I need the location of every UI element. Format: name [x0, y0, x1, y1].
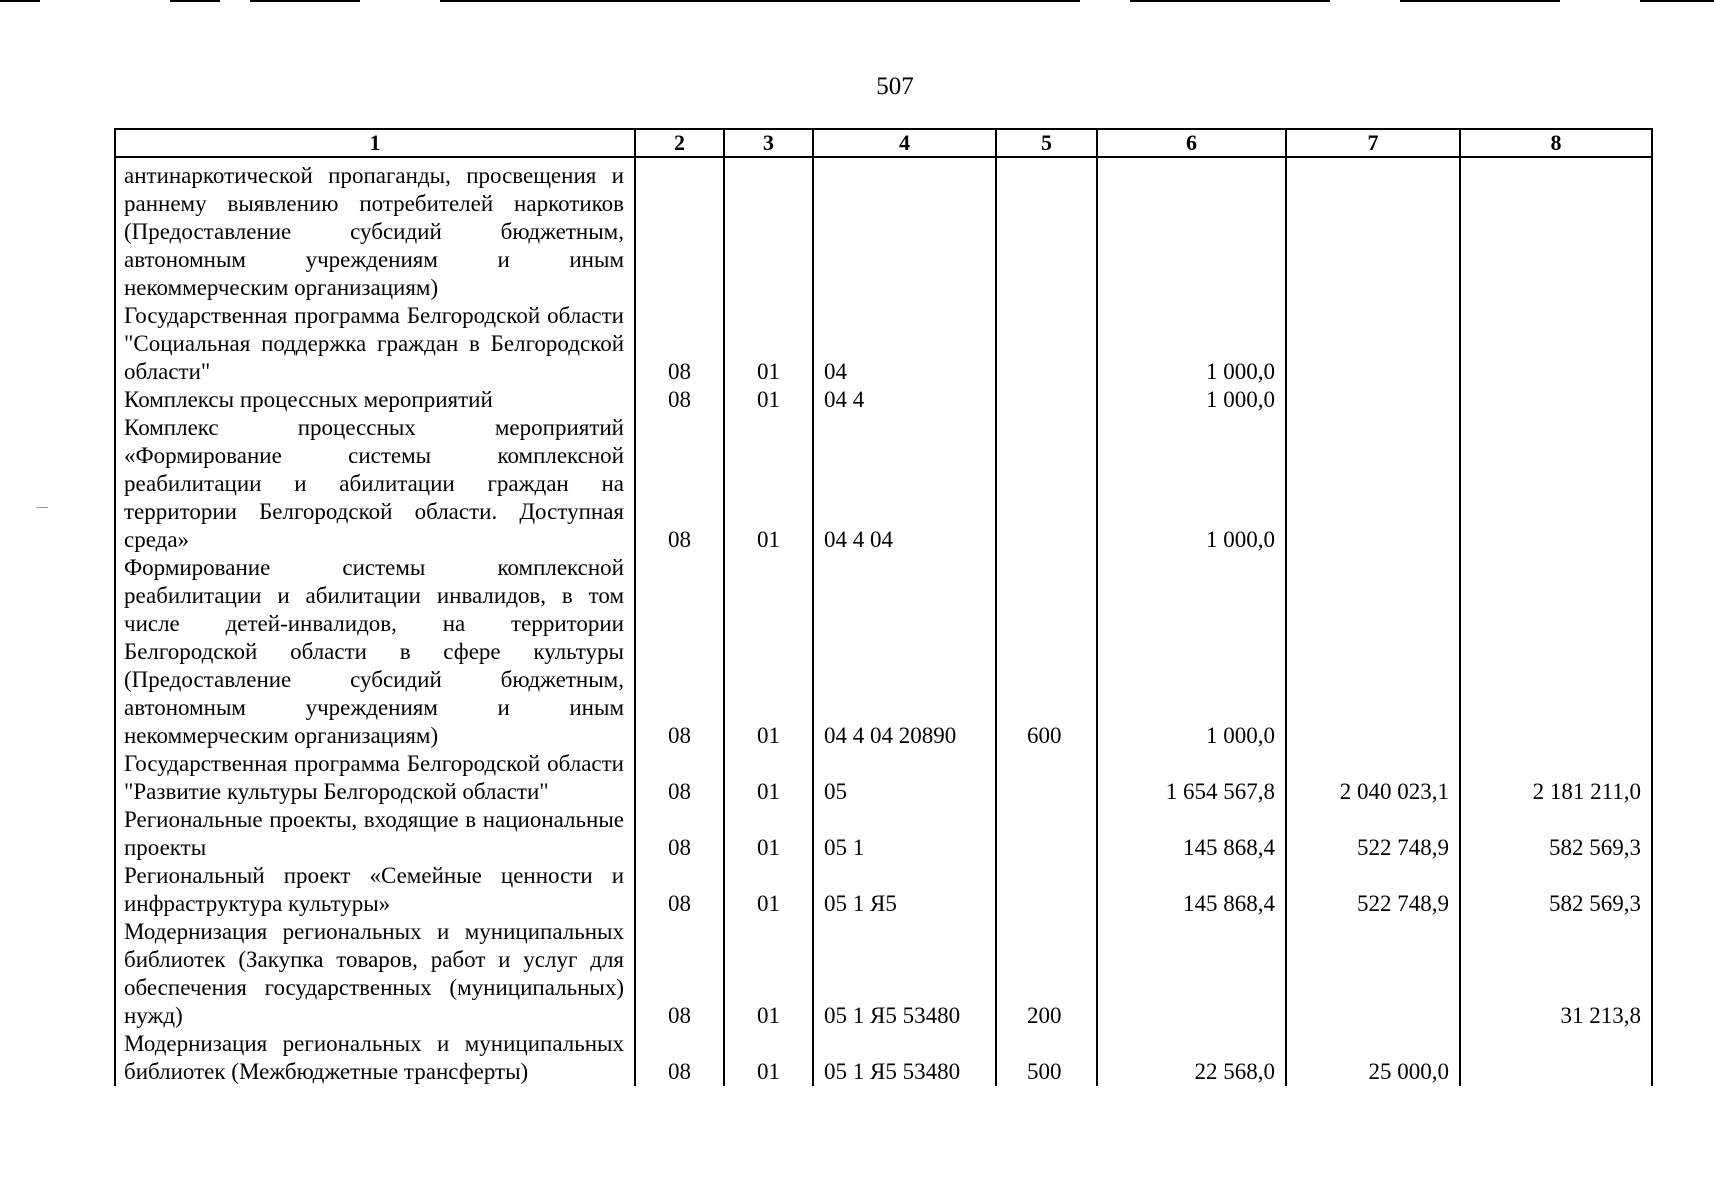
cell-subsection: 01	[724, 386, 813, 414]
cell-amount-8: 31 213,8	[1460, 918, 1652, 1030]
table-row	[115, 750, 1652, 806]
cell-target-code: 05 1 Я5	[813, 862, 996, 918]
row-name: Модернизация региональных и муниципальных библиотек (Межбюджетные трансферты)	[115, 1030, 635, 1086]
cell-target-code: 04 4	[813, 386, 996, 414]
cell-target-code: 04	[813, 302, 996, 386]
cell-amount-8	[1460, 1030, 1652, 1086]
cell-amount-8: 2 181 211,0	[1460, 750, 1652, 806]
cell-subsection: 01	[724, 1030, 813, 1086]
cell-subsection: 01	[724, 554, 813, 750]
cell-amount-6: 22 568,0	[1097, 1030, 1286, 1086]
table-row	[115, 918, 1652, 1030]
row-name: Формирование системы комплексной реабилитации и абилитации инвалидов, в том числе детей-инвалидов, на территории Белгородской области в сфере культуры (Предоставление субсидий бюджетным, автономным учреждениям и иным некоммерческим организациям)	[115, 554, 635, 750]
header-row	[115, 129, 1652, 157]
cell-amount-6	[1097, 918, 1286, 1030]
col-header-2: 2	[635, 129, 724, 157]
cell-subsection: 01	[724, 918, 813, 1030]
cell-section: 08	[635, 554, 724, 750]
cell-amount-8: 582 569,3	[1460, 862, 1652, 918]
cell-target-code: 05 1	[813, 806, 996, 862]
table-row	[115, 386, 1652, 414]
cell-amount-7	[1286, 302, 1460, 386]
cell-amount-7: 522 748,9	[1286, 806, 1460, 862]
cell-subsection	[724, 157, 813, 302]
cell-amount-6: 145 868,4	[1097, 806, 1286, 862]
row-name: Модернизация региональных и муниципальных библиотек (Закупка товаров, работ и услуг для обеспечения государственных (муниципальных) нужд)	[115, 918, 635, 1030]
cell-amount-6: 1 000,0	[1097, 302, 1286, 386]
cell-amount-7	[1286, 554, 1460, 750]
cell-amount-7: 25 000,0	[1286, 1030, 1460, 1086]
cell-subsection: 01	[724, 806, 813, 862]
table-row	[115, 806, 1652, 862]
cell-amount-8	[1460, 554, 1652, 750]
cell-expense-type	[996, 302, 1097, 386]
cell-expense-type: 500	[996, 1030, 1097, 1086]
budget-table	[114, 128, 1653, 1086]
cell-section: 08	[635, 750, 724, 806]
col-header-1: 1	[115, 129, 635, 157]
cell-expense-type	[996, 750, 1097, 806]
cell-section: 08	[635, 862, 724, 918]
cell-expense-type: 200	[996, 918, 1097, 1030]
cell-amount-6: 1 000,0	[1097, 554, 1286, 750]
col-header-3: 3	[724, 129, 813, 157]
cell-section: 08	[635, 806, 724, 862]
cell-target-code	[813, 157, 996, 302]
cell-section: 08	[635, 1030, 724, 1086]
cell-section: 08	[635, 414, 724, 554]
cell-section: 08	[635, 302, 724, 386]
top-edge-rule	[0, 0, 1714, 2]
table-row	[115, 302, 1652, 386]
cell-expense-type	[996, 386, 1097, 414]
cell-section: 08	[635, 918, 724, 1030]
cell-target-code: 05 1 Я5 53480	[813, 1030, 996, 1086]
col-header-7: 7	[1286, 129, 1460, 157]
cell-amount-8: 582 569,3	[1460, 806, 1652, 862]
table-row	[115, 1030, 1652, 1086]
page-number: 507	[876, 73, 914, 100]
cell-target-code: 05	[813, 750, 996, 806]
cell-amount-8	[1460, 386, 1652, 414]
cell-amount-7: 2 040 023,1	[1286, 750, 1460, 806]
cell-amount-8	[1460, 414, 1652, 554]
cell-target-code: 04 4 04	[813, 414, 996, 554]
cell-amount-7	[1286, 386, 1460, 414]
cell-expense-type	[996, 157, 1097, 302]
cell-amount-7	[1286, 157, 1460, 302]
col-header-8: 8	[1460, 129, 1652, 157]
cell-expense-type	[996, 414, 1097, 554]
cell-target-code: 04 4 04 20890	[813, 554, 996, 750]
cell-section	[635, 157, 724, 302]
row-name: Государственная программа Белгородской области "Социальная поддержка граждан в Белгородской области"	[115, 302, 635, 386]
col-header-6: 6	[1097, 129, 1286, 157]
margin-mark	[36, 507, 48, 508]
cell-subsection: 01	[724, 862, 813, 918]
cell-amount-7: 522 748,9	[1286, 862, 1460, 918]
cell-amount-6	[1097, 157, 1286, 302]
table-row	[115, 554, 1652, 750]
table-row	[115, 157, 1652, 302]
cell-amount-8	[1460, 157, 1652, 302]
cell-amount-6: 1 000,0	[1097, 414, 1286, 554]
cell-amount-6: 1 654 567,8	[1097, 750, 1286, 806]
row-name: Комплекс процессных мероприятий «Формирование системы комплексной реабилитации и абилитации граждан на территории Белгородской области. Доступная среда»	[115, 414, 635, 554]
row-name: Государственная программа Белгородской области "Развитие культуры Белгородской области"	[115, 750, 635, 806]
cell-amount-7	[1286, 414, 1460, 554]
cell-subsection: 01	[724, 302, 813, 386]
row-name: Региональные проекты, входящие в национальные проекты	[115, 806, 635, 862]
cell-amount-6: 145 868,4	[1097, 862, 1286, 918]
table-row	[115, 414, 1652, 554]
row-name: антинаркотической пропаганды, просвещения и раннему выявлению потребителей наркотиков (Предоставление субсидий бюджетным, автономным учреждениям и иным некоммерческим организациям)	[115, 157, 635, 302]
cell-amount-8	[1460, 302, 1652, 386]
col-header-5: 5	[996, 129, 1097, 157]
row-name: Региональный проект «Семейные ценности и инфраструктура культуры»	[115, 862, 635, 918]
cell-expense-type	[996, 862, 1097, 918]
cell-amount-6: 1 000,0	[1097, 386, 1286, 414]
cell-subsection: 01	[724, 414, 813, 554]
cell-expense-type	[996, 806, 1097, 862]
cell-amount-7	[1286, 918, 1460, 1030]
row-name: Комплексы процессных мероприятий	[115, 386, 635, 414]
cell-target-code: 05 1 Я5 53480	[813, 918, 996, 1030]
col-header-4: 4	[813, 129, 996, 157]
cell-expense-type: 600	[996, 554, 1097, 750]
cell-section: 08	[635, 386, 724, 414]
table-row	[115, 862, 1652, 918]
cell-subsection: 01	[724, 750, 813, 806]
